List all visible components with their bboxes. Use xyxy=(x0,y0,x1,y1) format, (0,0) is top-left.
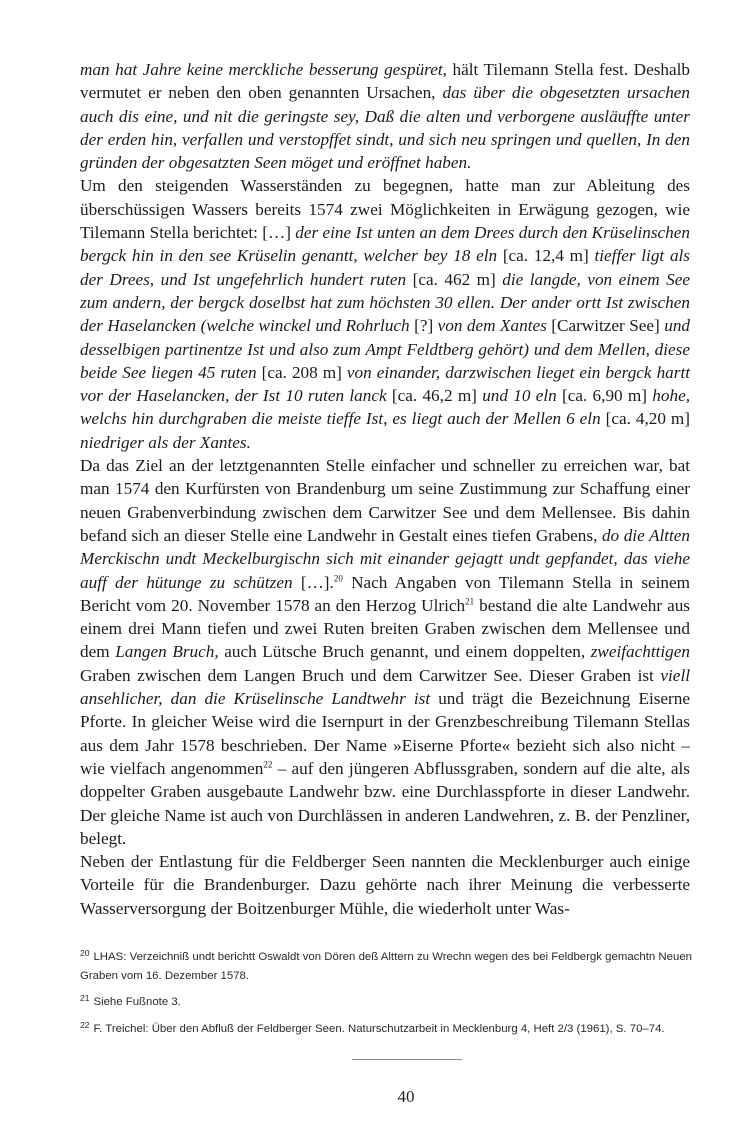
text-run: [ca. 12,4 m] xyxy=(497,246,595,266)
quoted-source-text: und desselbigen partinentze Ist und also zum Ampt Feldtberg gehört) und dem Mellen, diese beide See liegen 45 ruten xyxy=(80,316,690,382)
quoted-source-text: der eine Ist unten an dem Drees durch den Krüselinschen bergck hin in den see Krüselin genantt, welcher bey 18 eln xyxy=(80,223,690,266)
text-run: auch Lütsche Bruch genannt, und einem doppelten, xyxy=(218,642,591,662)
main-text xyxy=(80,58,690,920)
footnote-22 xyxy=(80,1016,692,1039)
footnote-text: F. Treichel: Über den Abfluß der Feldberger Seen. Naturschutzarbeit in Mecklenburg 4, Heft 2/3 (1961), S. 70–74. xyxy=(93,1022,665,1035)
text-run: [Carwitzer See] xyxy=(546,316,665,336)
footnote-ref: 21 xyxy=(465,596,475,607)
text-run: – auf den jüngeren Abflussgraben, sondern auf die alte, als doppelter Graben ausgebaute Landwehr bzw. eine Durchlasspforte in dieser Landwehr. Der gleiche Name ist auch von Durchlässen in anderen Landwehren, z. B. der Penzliner, belegt. xyxy=(80,758,690,848)
quoted-source-text: man hat Jahre keine merckliche besserung gespüret, xyxy=(80,60,447,79)
footnote-ref: 20 xyxy=(333,572,343,583)
footnote-number: 20 xyxy=(80,948,90,958)
text-run: [ca. 4,20 m] xyxy=(600,409,691,429)
page-number: 40 xyxy=(397,1087,415,1106)
footnote-ref: 22 xyxy=(263,759,273,770)
quoted-source-text: von einander, darzwischen lieget ein bergck hartt vor der Haselancken, der Ist 10 ruten lanck xyxy=(80,362,690,406)
footnote-number: 21 xyxy=(80,993,90,1003)
footnotes xyxy=(80,944,692,1042)
text-run: Nach Angaben von Tilemann Stella in seinem Bericht vom 20. November 1578 an den Herzog Ulrich xyxy=(80,572,690,615)
paragraph-3 xyxy=(80,454,690,850)
text-run: [ca. 208 m] xyxy=(256,362,347,382)
quoted-source-text: hohe, welchs hin durchgraben die meiste tieffe Ist, es liegt auch der Mellen 6 eln xyxy=(80,386,690,429)
page-divider xyxy=(352,1059,462,1060)
text-run: [ca. 462 m] xyxy=(406,269,503,289)
footnote-20 xyxy=(80,944,692,985)
footnote-number: 22 xyxy=(80,1019,90,1030)
quoted-source-text: die langde, von einem See zum andern, der bergck doselbst hat zum höchsten 30 ellen. Der ander ortt Ist zwischen der Haselancken (welche winckel und Rohrluch xyxy=(80,269,691,336)
quoted-source-text: do die Altten Merckischn undt Meckelburgischn sich mit einander gejagtt undt gepfandet, das viehe auff der hütunge zu schützen xyxy=(80,525,690,592)
text-run: [ca. 6,90 m] xyxy=(556,386,653,406)
quoted-source-text: viell ansehlicher, dan die Krüselinsche Landtwehr ist xyxy=(80,665,690,709)
quoted-source-text: von dem Xantes xyxy=(437,316,547,336)
text-run: Graben zwischen dem Langen Bruch und dem Carwitzer See. Dieser Graben ist xyxy=(80,665,661,685)
paragraph-4 xyxy=(80,850,690,920)
quoted-source-text: Langen Bruch, xyxy=(115,642,219,662)
quoted-source-text: tieffer ligt als der Drees, und Ist ungefehrlich hundert ruten xyxy=(80,246,690,289)
footnote-21 xyxy=(80,989,692,1012)
text-run: Um den steigenden Wasserständen zu begegnen, hatte man zur Ableitung des überschüssigen Wassers bereits 1574 zwei Möglichkeiten in Erwägung gezogen, wie Tilemann Stella berichtet: […] xyxy=(80,176,690,243)
text-run: [ca. 46,2 m] xyxy=(386,386,483,406)
quoted-source-text: und 10 eln xyxy=(482,386,557,406)
text-run: Neben der Entlastung für die Feldberger Seen nannten die Mecklenburger auch einige Vorteile für die Brandenburger. Dazu gehörte nach ihrer Meinung die verbesserte Wasserversorgung der Boitzenburger Mühle, die wiederholt unter Was- xyxy=(80,852,690,918)
text-run: bestand die alte Landwehr aus einem drei Mann tiefen und zwei Ruten breiten Graben zwischen dem Mellensee und dem xyxy=(80,595,690,662)
paragraph-2 xyxy=(80,174,690,454)
footnote-text: Siehe Fußnote 3. xyxy=(93,996,181,1008)
text-run: Da das Ziel an der letztgenannten Stelle einfacher und schneller zu erreichen war, bat man 1574 den Kurfürsten von Brandenburg um seine Zustimmung zur Schaffung einer neuen Grabenverbindung zwischen dem Carwitzer See und dem Mellensee. Bis dahin befand sich an dieser Stelle eine Landwehr in Gestalt eines tiefen Grabens, xyxy=(80,456,690,545)
quoted-source-text: zweifachttigen xyxy=(590,642,690,662)
text-run: hält Tilemann Stella fest. Deshalb vermutet er neben den oben genannten Ursachen, xyxy=(80,60,690,103)
footnote-text: LHAS: Verzeichniß undt berichtt Oswaldt von Dören deß Alttern zu Wrechn wegen des bei Feldbergk gemachtn Neuen Graben vom 16. Dezember 1578. xyxy=(80,951,692,982)
text-run: […]. xyxy=(292,572,334,592)
quoted-source-text: das über die obgesetzten ursachen auch dis eine, und nit die geringste sey, Daß die alten und verborgene ausläuffte unter der erden hin, verfallen und verstopffet sindt, und sich neu springen und quellen, In den gründen der obgesatzten Seen möget und eröffnet haben. xyxy=(80,83,691,173)
text-run: [?] xyxy=(409,316,438,336)
text-run: und trägt die Bezeichnung Eiserne Pforte. In gleicher Weise wird die Isernpurt in der Grenzbeschreibung Tilemann Stellas aus dem Jahr 1578 beschrieben. Der Name »Eiserne Pforte« bezieht sich also nicht – wie vielfach angenommen xyxy=(80,689,690,778)
quoted-source-text: niedriger als der Xantes. xyxy=(80,432,251,452)
paragraph-1 xyxy=(80,58,690,174)
